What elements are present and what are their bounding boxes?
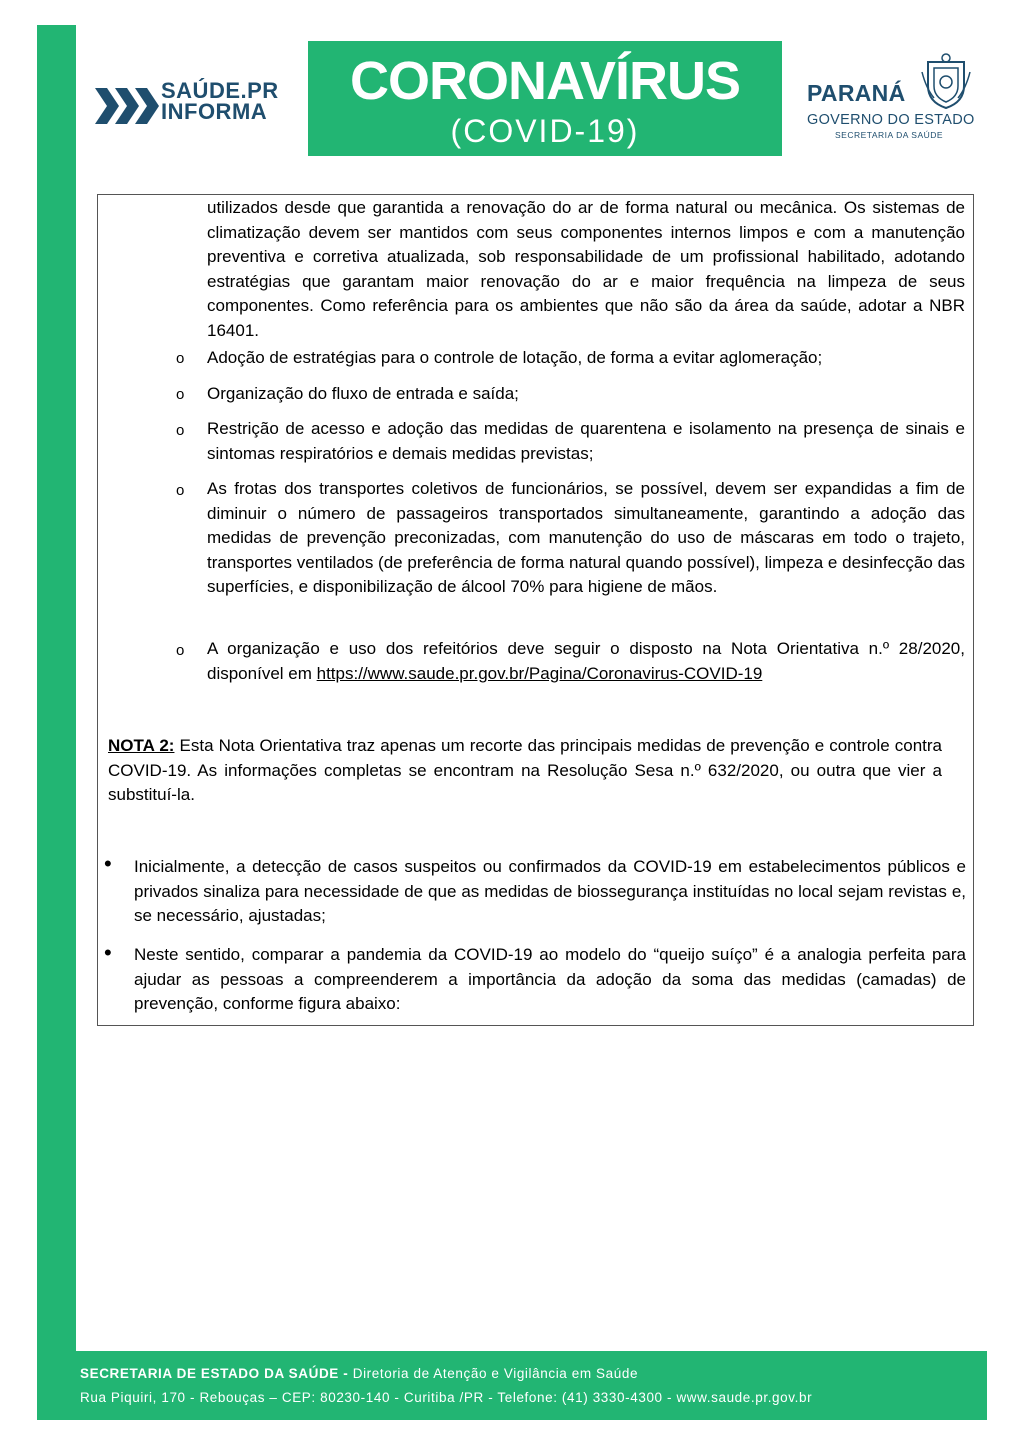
list-item-refeitorios — [207, 637, 965, 686]
footer-band — [37, 1351, 987, 1420]
footer-secretariat: SECRETARIA DE ESTADO DA SAÚDE - — [80, 1366, 349, 1381]
continuation-paragraph: utilizados desde que garantida a renovação do ar de forma natural ou mecânica. Os sistemas de climatização devem ser mantidos com seus componentes internos limpos e com a manutenção preventiva e corretiva atualizada, sob responsabilidade de um profissional habilitado, adotando estratégias que garantam maior renovação do ar e maior frequência na limpeza de seus componentes. Como referência para os ambientes que não são da área da saúde, adotar a NBR 16401. — [207, 198, 965, 340]
coat-of-arms-icon — [920, 52, 972, 110]
parana-gov: GOVERNO DO ESTADO — [807, 112, 975, 128]
saude-logo-line1: SAÚDE.PR — [161, 78, 279, 103]
parana-name: PARANÁ — [807, 80, 906, 106]
parana-secretariat: SECRETARIA DA SAÚDE — [835, 130, 944, 140]
bullet-icon: • — [104, 940, 112, 965]
saude-pr-informa-logo — [95, 80, 295, 130]
list-item: Organização do fluxo de entrada e saída; — [207, 384, 519, 403]
left-green-bar — [37, 25, 76, 1420]
banner-subtitle: (COVID-19) — [450, 113, 640, 149]
item-marker: o — [176, 642, 185, 659]
nota-text: Esta Nota Orientativa traz apenas um recorte das principais medidas de prevenção e controle contra COVID-19. As informações completas se encontram na Resolução Sesa n.º 632/2020, ou outra que vier a substituí-la. — [108, 736, 943, 804]
saude-logo-line2: INFORMA — [161, 99, 268, 124]
nota-label: NOTA 2: — [108, 736, 175, 755]
parana-government-logo — [805, 50, 980, 150]
footer-directorate: Diretoria de Atenção e Vigilância em Saúde — [348, 1366, 639, 1381]
bullet-item: Neste sentido, comparar a pandemia da COVID-19 ao modelo do “queijo suíço” é a analogia perfeita para ajudar as pessoas a compreenderem a importância da adoção da soma das medidas (camadas) de prevenção, conforme figura abaixo: — [134, 945, 966, 1013]
banner-title: CORONAVÍRUS — [349, 51, 741, 111]
refeitorios-text: A organização e uso dos refeitórios deve seguir o disposto na Nota Orientativa n.º 28/2020, disponível em — [207, 639, 965, 683]
item-marker: o — [176, 482, 185, 499]
list-item: As frotas dos transportes coletivos de funcionários, se possível, devem ser expandidas a fim de diminuir o número de passageiros transportados simultaneamente, garantindo a adoção das medidas de prevenção preconizadas, com manutenção do uso de máscaras em todo o trajeto, transportes ventilados (de preferência de forma natural quando possível), limpeza e desinfecção das superfícies, e disponibilização de álcool 70% para higiene de mãos. — [207, 479, 965, 596]
footer-line-2: Rua Piquiri, 170 - Rebouças – CEP: 80230-140 - Curitiba /PR - Telefone: (41) 3330-4300 - www.saude.pr.gov.br — [80, 1390, 813, 1405]
saude-pr-link[interactable]: https://www.saude.pr.gov.br/Pagina/Coronavirus-COVID-19 — [316, 663, 763, 683]
bullet-icon: • — [104, 851, 112, 876]
bullet-item: Inicialmente, a detecção de casos suspeitos ou confirmados da COVID-19 em estabelecimentos públicos e privados sinaliza para necessidade de que as medidas de biossegurança instituídas no local sejam revistas e, se necessário, ajustadas; — [134, 857, 966, 925]
coronavirus-banner — [308, 41, 782, 156]
item-marker: o — [176, 422, 185, 439]
footer-line-1 — [80, 1366, 638, 1381]
list-item: Restrição de acesso e adoção das medidas de quarentena e isolamento na presença de sinais e sintomas respiratórios e demais medidas previstas; — [207, 419, 965, 463]
saude-logo-text — [161, 80, 279, 122]
list-item: Adoção de estratégias para o controle de lotação, de forma a evitar aglomeração; — [207, 348, 823, 367]
item-marker: o — [176, 350, 185, 367]
nota-2-paragraph — [108, 734, 942, 808]
chevrons-icon — [95, 84, 159, 128]
item-marker: o — [176, 386, 185, 403]
